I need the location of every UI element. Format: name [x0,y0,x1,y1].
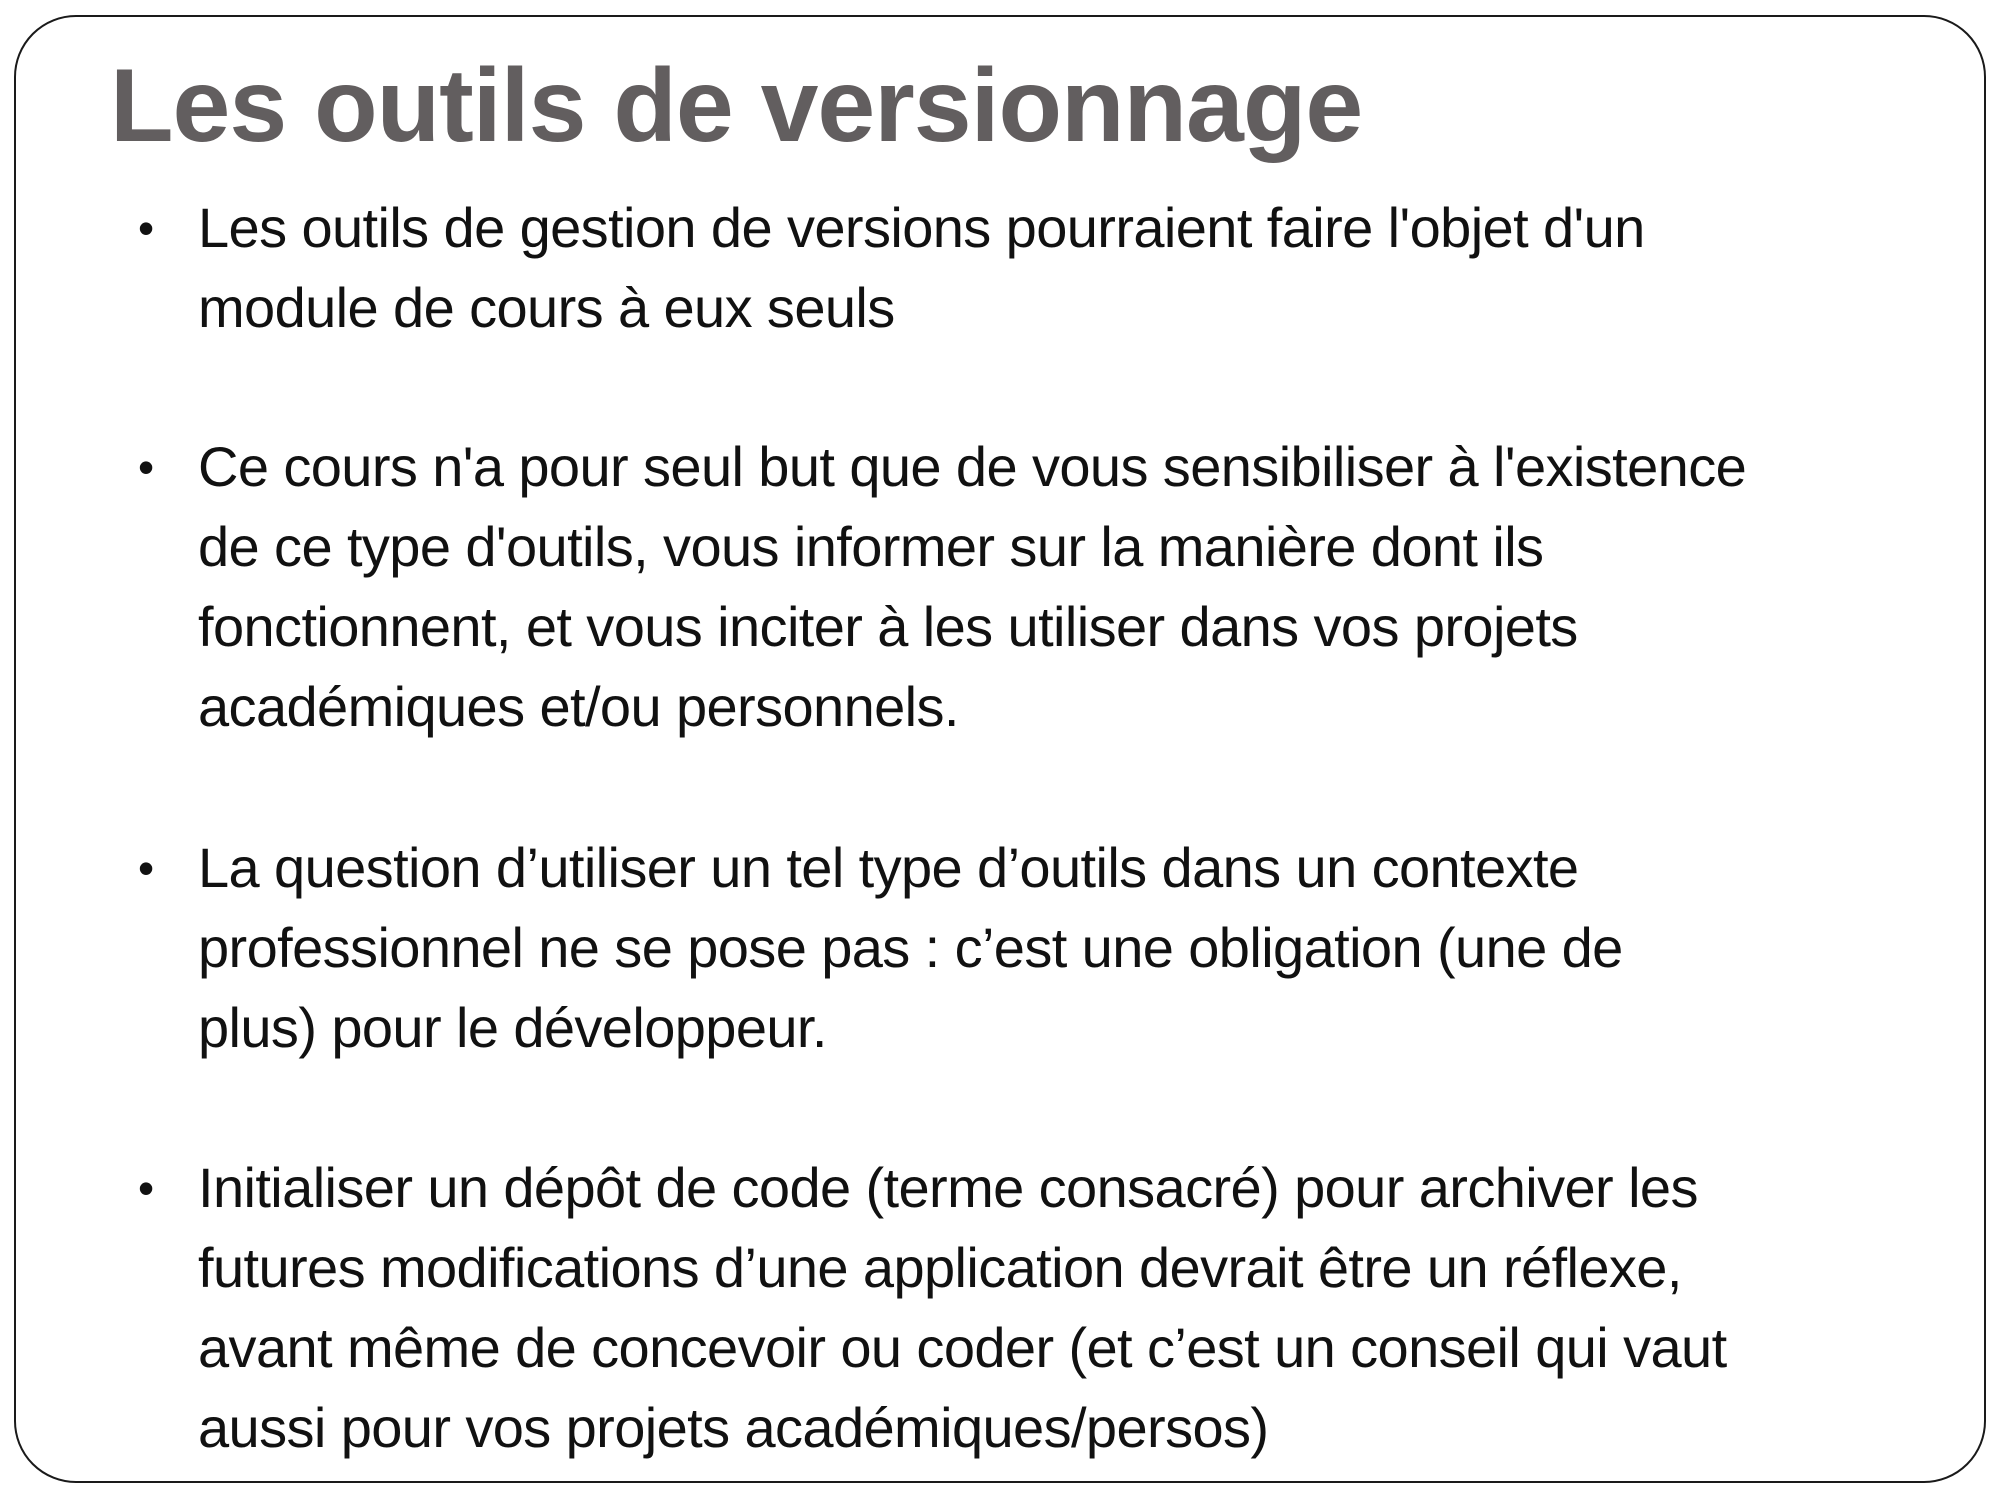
bullet-icon: • [138,441,154,493]
bullet-icon: • [138,202,154,254]
bullet-line: module de cours à eux seuls [198,276,895,339]
slide-title: Les outils de versionnage [110,48,1363,164]
bullet-line: aussi pour vos projets académiques/persos) [198,1396,1269,1459]
bullet-line: de ce type d'outils, vous informer sur la manière dont ils [198,515,1544,578]
bullet-line: Initialiser un dépôt de code (terme consacré) pour archiver les [198,1156,1698,1219]
bullet-item-4 [138,1148,1918,1468]
bullet-item-3 [138,828,1918,1068]
bullet-line: professionnel ne se pose pas : c’est une obligation (une de [198,916,1623,979]
bullet-icon: • [138,842,154,894]
bullet-line: académiques et/ou personnels. [198,675,959,738]
bullet-item-2 [138,427,1918,747]
bullet-icon: • [138,1162,154,1214]
bullet-line: fonctionnent, et vous inciter à les utiliser dans vos projets [198,595,1578,658]
bullet-line: Ce cours n'a pour seul but que de vous sensibiliser à l'existence [198,435,1747,498]
bullet-line: plus) pour le développeur. [198,996,827,1059]
bullet-line: futures modifications d’une application devrait être un réflexe, [198,1236,1682,1299]
bullet-line: La question d’utiliser un tel type d’outils dans un contexte [198,836,1579,899]
bullet-line: Les outils de gestion de versions pourraient faire l'objet d'un [198,196,1645,259]
bullet-line: avant même de concevoir ou coder (et c’est un conseil qui vaut [198,1316,1727,1379]
bullet-item-1 [138,188,1918,348]
